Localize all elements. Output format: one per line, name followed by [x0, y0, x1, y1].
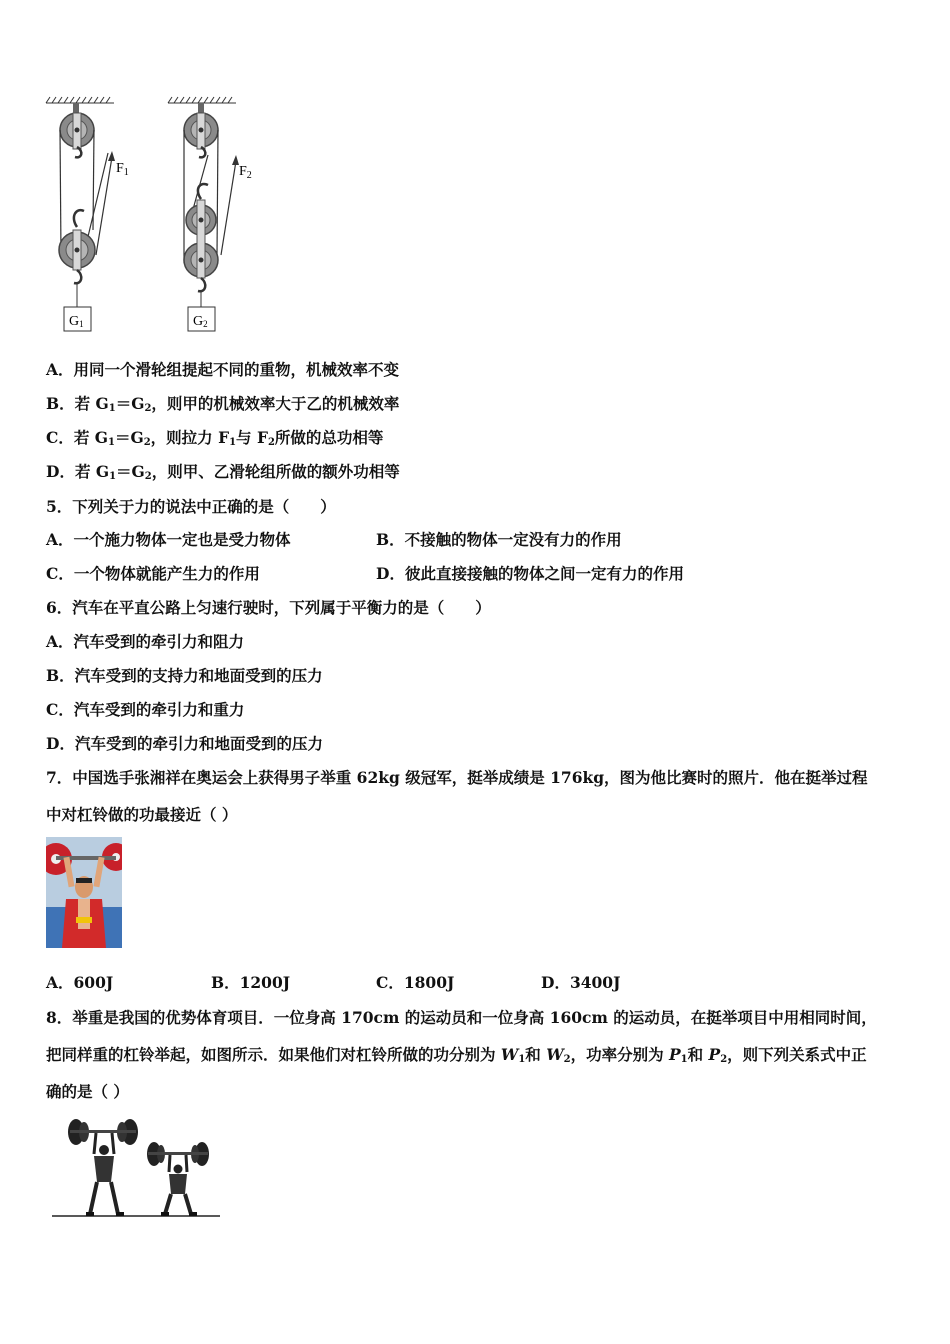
left-weight-label: G1: [69, 314, 84, 329]
q8-stem-line3: 确的是（ ）: [46, 1082, 129, 1101]
q6-option-c: C．汽车受到的牵引力和重力: [46, 700, 245, 719]
q7-stem-line1: 7．中国选手张湘祥在奥运会上获得男子举重 62kg 级冠军，挺举成绩是 176kg，图为他比赛时的照片．他在挺举过程: [46, 768, 868, 787]
right-force-label: $F_2$: [239, 164, 252, 181]
q7-stem-line2: 中对杠铃做的功最接近（ ）: [46, 805, 238, 824]
q7-option-b: B．1200J: [211, 973, 291, 992]
q4-option-d: D．若 $G_1=G_2$，则甲、乙滑轮组所做的额外功相等: [46, 462, 400, 482]
left-force-label: $F_1$: [116, 161, 129, 178]
q6-stem: 6．汽车在平直公路上匀速行驶时，下列属于平衡力的是（ ）: [46, 598, 491, 617]
q4-option-c: C．若 $G_1=G_2$，则拉力 $F_1$与 $F_2$所做的总功相等: [46, 428, 384, 448]
short-lifter: [147, 1142, 209, 1216]
weightlifter-photo: [46, 837, 122, 948]
q6-option-b: B．汽车受到的支持力和地面受到的压力: [46, 666, 323, 685]
tall-lifter: [68, 1119, 138, 1216]
q4-option-b: B．若 $G_1=G_2$，则甲的机械效率大于乙的机械效率: [46, 394, 400, 414]
right-weight-label: G2: [193, 314, 208, 329]
q5-option-d: D．彼此直接接触的物体之间一定有力的作用: [376, 564, 684, 583]
left-ceiling: [46, 97, 114, 103]
left-weight-block: [64, 307, 91, 331]
right-fixed-pulley: [184, 103, 218, 157]
q7-option-d: D．3400J: [541, 973, 621, 992]
q6-option-a: A．汽车受到的牵引力和阻力: [46, 632, 245, 651]
right-weight-block: [188, 307, 215, 331]
q8-stem-line2: 把同样重的杠铃举起，如图所示．如果他们对杠铃所做的功分别为 $W_1$和 $W_2$，功率分别为 $P_1$和 $P_2$，则下列关系式中正: [46, 1045, 867, 1065]
right-force-arrow: [221, 155, 252, 255]
left-movable-pulley: [59, 210, 95, 307]
q5-option-a: A．一个施力物体一定也是受力物体: [46, 530, 291, 549]
two-weightlifters-figure: [50, 1114, 225, 1224]
q4-option-a: A．用同一个滑轮组提起不同的重物，机械效率不变: [46, 360, 400, 379]
q5-stem: 5．下列关于力的说法中正确的是（ ）: [46, 497, 336, 516]
q5-option-c: C．一个物体就能产生力的作用: [46, 564, 260, 583]
q6-option-d: D．汽车受到的牵引力和地面受到的压力: [46, 734, 323, 753]
q7-option-a: A．600J: [46, 973, 114, 992]
q7-option-c: C．1800J: [376, 973, 455, 992]
q8-stem-line1: 8．举重是我国的优势体育项目．一位身高 170cm 的运动员和一位身高 160cm 的运动员，在挺举项目中用相同时间，: [46, 1008, 877, 1027]
right-movable-pulleys: [184, 184, 218, 307]
right-ceiling: [168, 97, 236, 103]
q5-option-b: B．不接触的物体一定没有力的作用: [376, 530, 622, 549]
pulley-figure: [40, 95, 270, 340]
left-fixed-pulley: [60, 103, 94, 157]
left-force-arrow: [96, 151, 129, 255]
